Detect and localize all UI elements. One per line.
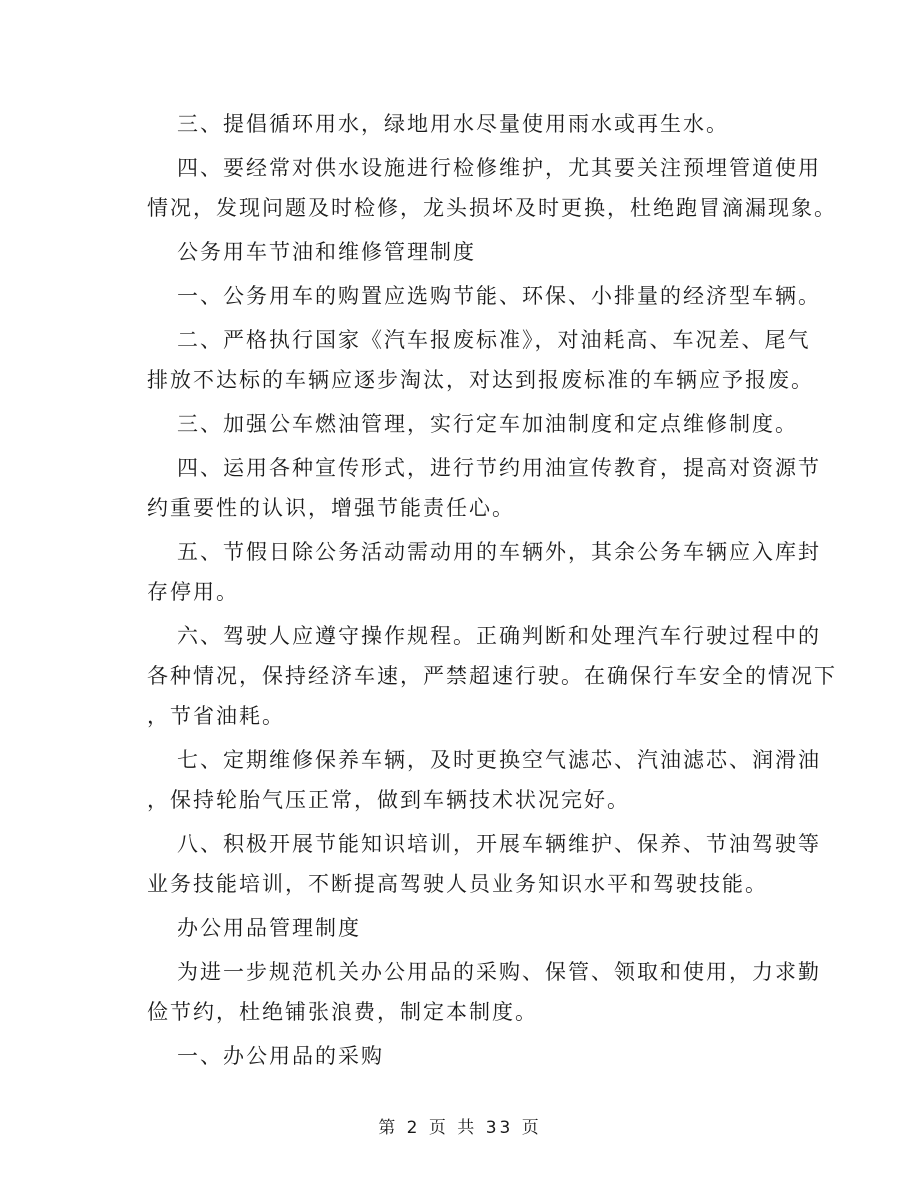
section-heading: 办公用品管理制度: [177, 916, 361, 940]
paragraph-line: 存停用。: [147, 580, 239, 604]
paragraph-line: 四、运用各种宣传形式，进行节约用油宣传教育，提高对资源节: [177, 456, 821, 480]
paragraph-line: 八、积极开展节能知识培训，开展车辆维护、保养、节油驾驶等: [177, 832, 821, 856]
paragraph-line: 二、严格执行国家《汽车报废标准》，对油耗高、车况差、尾气: [177, 328, 811, 352]
paragraph-line: 各种情况，保持经济车速，严禁超速行驶。在确保行车安全的情况下: [147, 664, 837, 688]
paragraph-line: 约重要性的认识，增强节能责任心。: [147, 496, 515, 520]
paragraph-line: ，保持轮胎气压正常，做到车辆技术状况完好。: [147, 788, 630, 812]
document-body: [147, 104, 837, 1076]
paragraph-line: 三、加强公车燃油管理，实行定车加油制度和定点维修制度。: [177, 412, 798, 436]
paragraph-line: 六、驾驶人应遵守操作规程。正确判断和处理汽车行驶过程中的: [177, 624, 821, 648]
paragraph-line: 三、提倡循环用水，绿地用水尽量使用雨水或再生水。: [177, 112, 729, 136]
paragraph-line: 一、公务用车的购置应选购节能、环保、小排量的经济型车辆。: [177, 284, 821, 308]
paragraph-line: 七、定期维修保养车辆，及时更换空气滤芯、汽油滤芯、润滑油: [177, 748, 821, 772]
paragraph-line: 排放不达标的车辆应逐步淘汰，对达到报废标准的车辆应予报废。: [147, 368, 814, 392]
paragraph-line: 一、办公用品的采购: [177, 1044, 384, 1068]
page-footer: [0, 1113, 920, 1138]
paragraph-line: 业务技能培训，不断提高驾驶人员业务知识水平和驾驶技能。: [147, 872, 768, 896]
paragraph-line: 四、要经常对供水设施进行检修维护，尤其要关注预埋管道使用: [177, 156, 821, 180]
page-number-label: 第 2 页 共 33 页: [378, 1118, 542, 1138]
section-heading: 公务用车节油和维修管理制度: [177, 240, 476, 264]
paragraph-line: 为进一步规范机关办公用品的采购、保管、领取和使用，力求勤: [177, 960, 821, 984]
paragraph-line: 情况，发现问题及时检修，龙头损坏及时更换，杜绝跑冒滴漏现象。: [147, 196, 837, 220]
paragraph-line: 俭节约，杜绝铺张浪费，制定本制度。: [147, 1000, 538, 1024]
paragraph-line: ，节省油耗。: [147, 704, 285, 728]
paragraph-line: 五、节假日除公务活动需动用的车辆外，其余公务车辆应入库封: [177, 540, 821, 564]
